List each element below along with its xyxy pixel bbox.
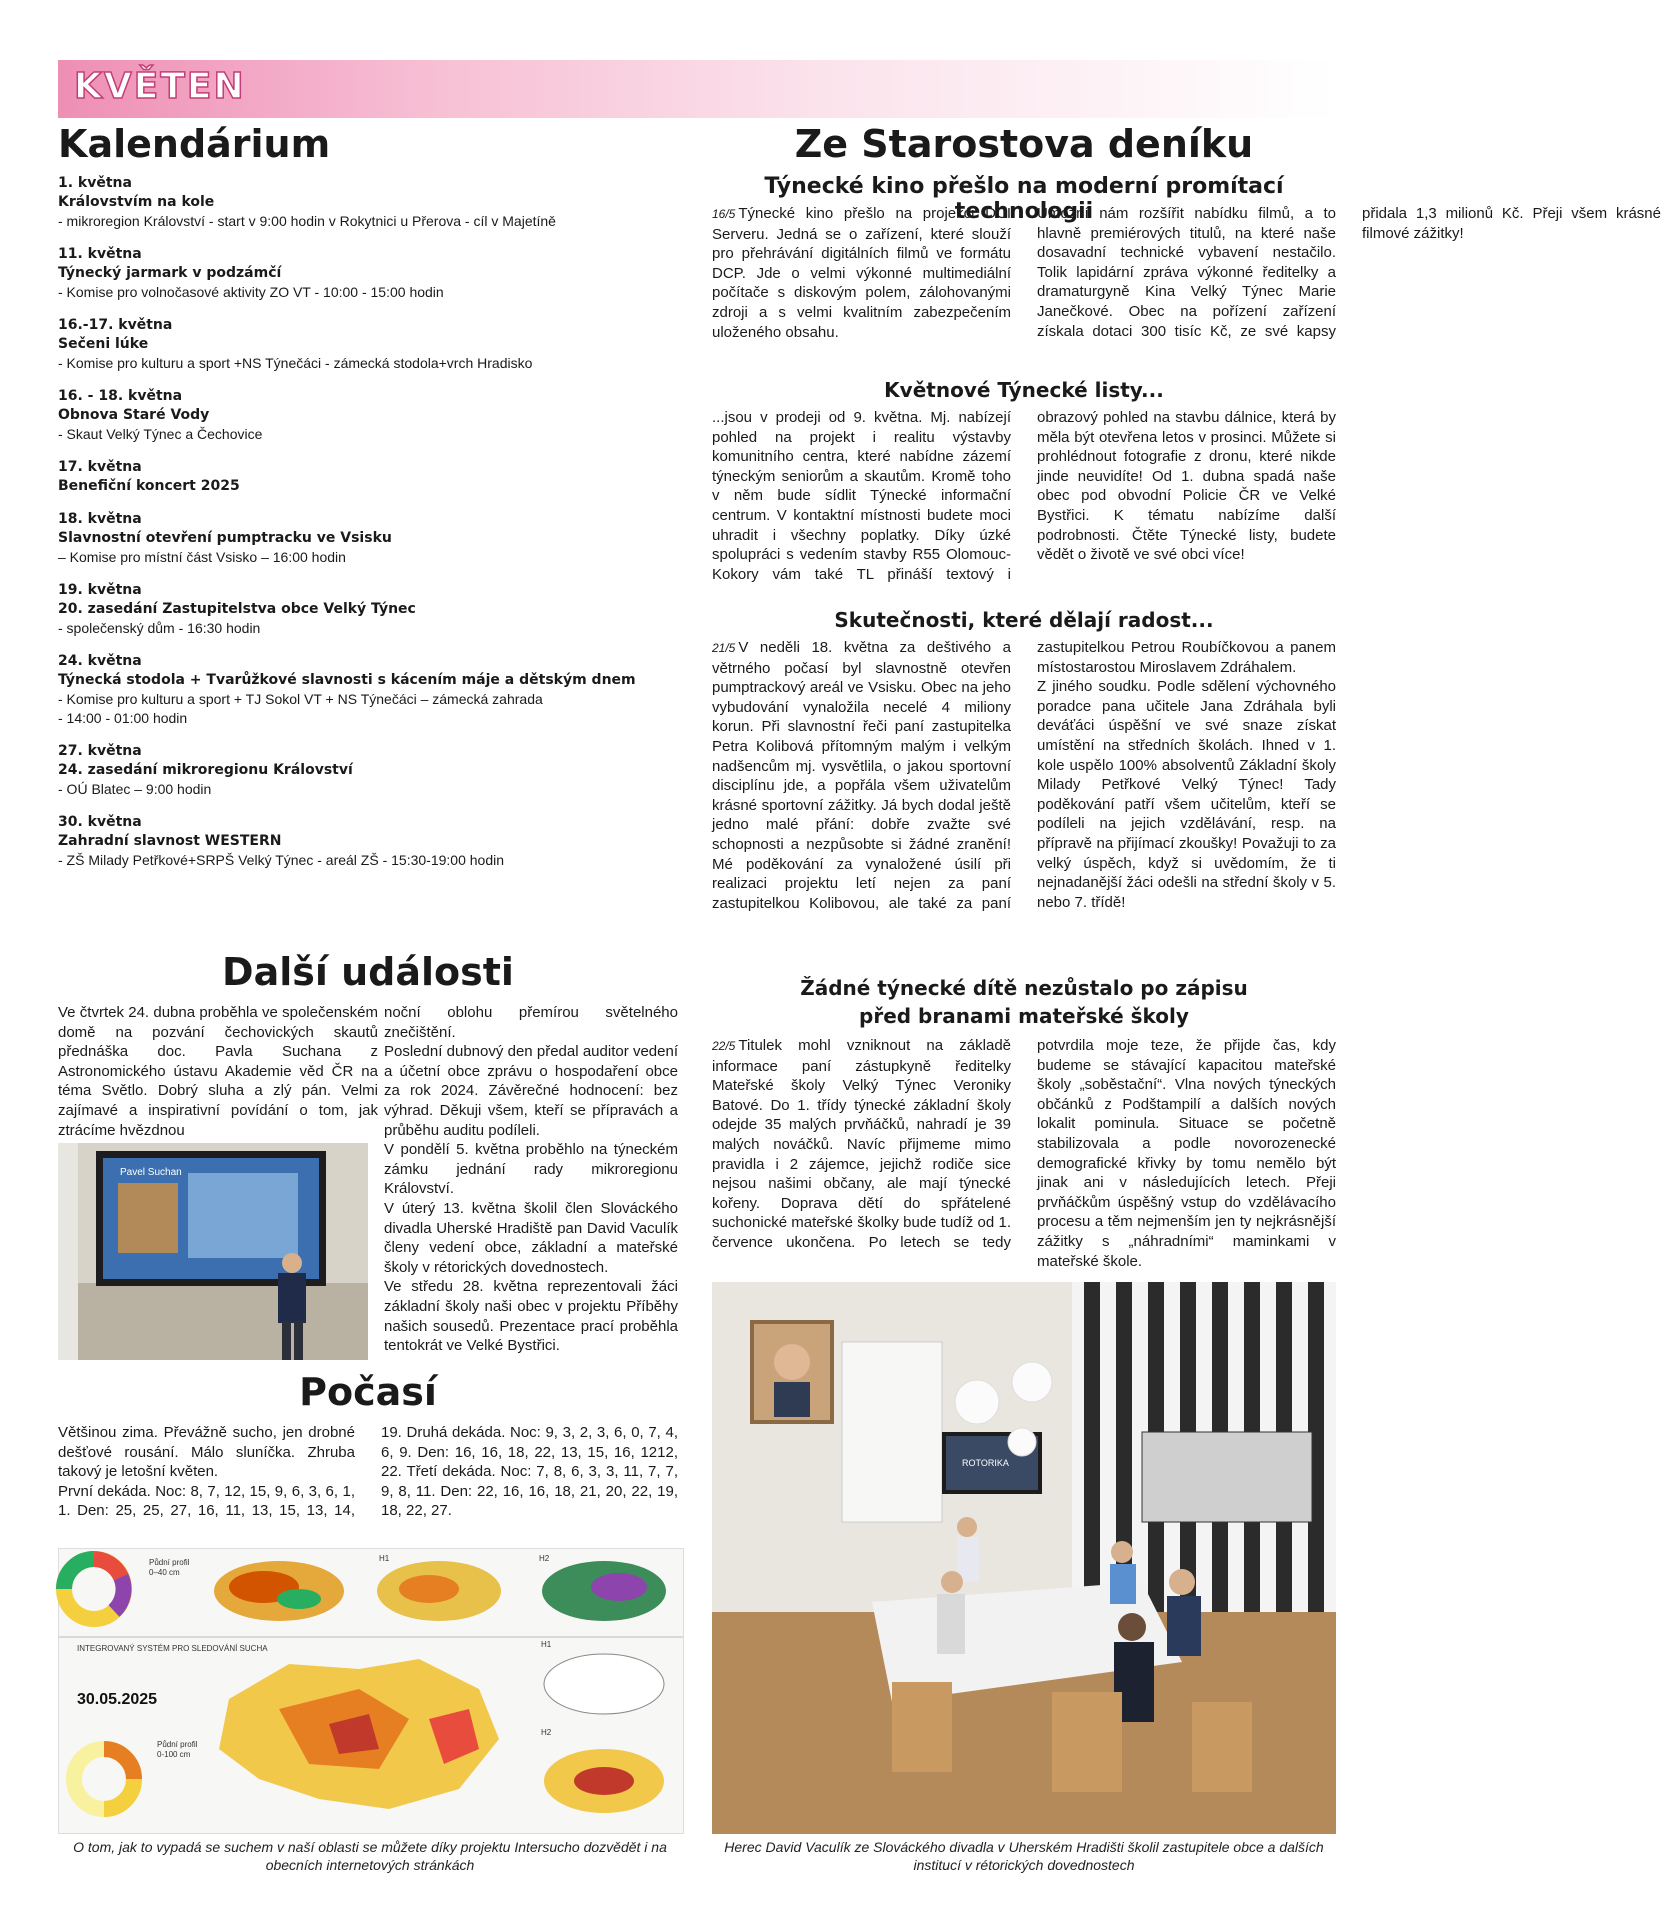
slide-title: Pavel Suchan (120, 1167, 182, 1178)
article-1-title: Týnecké kino přešlo na moderní promítací technologii (764, 174, 1284, 224)
calendar-item (58, 813, 678, 870)
meeting-photo-caption: Herec David Vaculík ze Slováckého divadla v Uherském Hradišti školil zastupitele obce a dalších institucí v rétorických dovednostech (724, 1839, 1324, 1873)
calendar-item-title: Benefiční koncert 2025 (58, 478, 240, 494)
calendar-item-date: 19. května (58, 582, 142, 598)
calendar-item-date: 17. května (58, 459, 142, 475)
calendar-item-title: Týnecký jarmark v podzámčí (58, 265, 282, 281)
calendar-item (58, 458, 678, 496)
calendar-item-desc: - ZŠ Milady Petřkové+SRPŠ Velký Týnec - areál ZŠ - 15:30-19:00 hodin (58, 852, 505, 868)
month-title: KVĚTEN (74, 66, 246, 107)
calendar-item-desc: - OÚ Blatec – 9:00 hodin (58, 781, 212, 797)
calendar-item-date: 27. května (58, 743, 142, 759)
svg-text:30.05.2025: 30.05.2025 (77, 1691, 158, 1708)
svg-text:H2: H2 (541, 1728, 552, 1737)
calendar-item-date: 16. - 18. května (58, 388, 183, 404)
calendar-item (58, 742, 678, 799)
month-banner (58, 60, 1336, 118)
other-events-text-b: noční oblohu přemírou světelného znečištění. Poslední dubnový den předal auditor vedení a účetní obce zprávu o hospodaření obce za rok 2024. Závěrečné hodnocení: bez výhrad. Děkuji všem, kteří se přípravách a průběhu auditu podíleli. V pondělí 5. května proběhlo na týneckém zámku jednání rady mikroregionu Království. V úterý 13. května školil člen Slováckého divadla Uherské Hradiště pan David Vaculík členy vedení obce, základní a mateřské školy v rétorických dovednostech. Ve středu 28. května reprezentovali žáci základní školy naši obec v projektu Příběhy našich sousedů. Prezentace prací proběhla tentokrát ve Velké Bystřici. (384, 1004, 678, 1355)
article-3-title: Skutečnosti, které dělají radost... (834, 608, 1214, 632)
drought-map (58, 1548, 684, 1834)
calendar-list (58, 174, 678, 884)
article-date: 22/5 (712, 1039, 736, 1053)
calendar-item-date: 18. května (58, 511, 142, 527)
article-date: 21/5 (712, 641, 736, 655)
other-events-text-a: Ve čtvrtek 24. dubna proběhla ve společenském domě na pozvání čechovických skautů přednáška doc. Pavla Suchana z Astronomického ústavu Akademie věd ČR na téma Světlo. Dobrý sluha a zlý pán. Velmi zajímavé a inspirativní povídání o tom, jak ztrácíme hvězdnou (58, 1004, 378, 1139)
svg-text:H1: H1 (379, 1554, 390, 1563)
calendar-item (58, 387, 678, 444)
svg-text:Půdní profil: Půdní profil (157, 1740, 198, 1749)
mayor-title: Ze Starostova deníku (794, 122, 1254, 166)
calendar-item-desc: - Skaut Velký Týnec a Čechovice (58, 426, 263, 442)
article-2-text: ...jsou v prodeji od 9. května. Mj. nabízejí pohled na projekt i realitu výstavby komunitního centra, které nabídne zázemí týneckým seniorům a skautům. Kromě toho v něm bude sídlit Týnecké informační centrum. V kontaktní místnosti budete moci uhradit i všechny poplatky. Díky úzké spolupráci s vedením stavby R55 Olomouc-Kokory vám také TL přináší textový i obrazový pohled na stavbu dálnice, která by měla být otevřena letos v prosinci. Můžete si prohlédnout fotografie z dronu, které nikde jinde neuvidíte! Od 1. dubna spadá naše obec pod obvodní Policie ČR ve Velké Bystřici. K tématu nabízíme další podrobnosti. Čtěte Týnecké listy, budete vědět o životě ve své obci více! (712, 409, 1336, 583)
svg-text:H2: H2 (539, 1554, 550, 1563)
article-3-text: 21/5 V neděli 18. května za deštivého a větrného počasí byl slavnostně otevřen pumptrackový areál ve Vsisku. Obec na jeho vybudování vynaložila necelé 4 miliony korun. Při slavnostní řeči paní zastupitelka Petra Kolibová přítomným malým i velkým nadšencům mj. vysvětlila, o jakou sportovní disciplínu jde, a popřála všem uživatelům krásné sportovní zážitky. Já bych dodal ještě jedno malé přání: dobře zvažte své schopnosti a nezpůsobte si žádné zranění! Mé poděkování za vynaložené úsilí při realizaci projektu letí nejen za paní zastupitelkou Kolibovou, ale také za paní zastupitelkou Petrou Roubíčkovou a panem místostarostou Miroslavem Zdráhalem. Z jiného soudku. Podle sdělení výchovného poradce pana učitele Jana Zdráhala byli deváťáci úspěšní ve své snaze získat umístění na středních školách. Ihned v 1. kole uspělo 100% absolventů Základní školy Milady Petřkové Velký Týnec! Tady poděkování patří všem učitelům, kteří se podíleli na jejich vzdělávání, resp. na přípravě na přijímací zkoušky! Považuji to za velký úspěch, když si uvědomím, že ti nejnadanější žáci odešli na střední školy v 5. nebo 7. třídě! (712, 639, 1336, 912)
calendar-item (58, 174, 678, 231)
calendar-item-desc: - Komise pro kulturu a sport + TJ Sokol VT + NS Týnečáci – zámecká zahrada (58, 691, 543, 707)
svg-text:0–40 cm: 0–40 cm (149, 1568, 180, 1577)
calendar-item-date: 16.-17. května (58, 317, 173, 333)
svg-text:H1: H1 (541, 1640, 552, 1649)
calendar-item-title: Zahradní slavnost WESTERN (58, 833, 282, 849)
other-events-title: Další události (222, 950, 514, 994)
calendar-item-desc: - Komise pro kulturu a sport +NS Týnečáci - zámecká stodola+vrch Hradisko (58, 355, 533, 371)
svg-text:Půdní profil: Půdní profil (149, 1558, 190, 1567)
weather-text: Většinou zima. Převážně sucho, jen drobné dešťové rousání. Málo sluníčka. Zhruba takový je letošní květen. První dekáda. Noc: 8, 7, 12, 15, 9, 6, 3, 6, 1, 1. Den: 25, 25, 27, 16, 11, 13, 15, 13, 14, 19. Druhá dekáda. Noc: 9, 3, 2, 3, 6, 0, 7, 4, 6, 9. Den: 16, 16, 18, 22, 13, 15, 16, 1212, 22. Třetí dekáda. Noc: 7, 8, 6, 3, 3, 11, 7, 7, 9, 8, 11. Den: 22, 16, 16, 18, 21, 20, 22, 19, 18, 22, 27. (58, 1424, 678, 1520)
svg-text:INTEGROVANÝ SYSTÉM PRO SLEDOVÁ: INTEGROVANÝ SYSTÉM PRO SLEDOVÁNÍ SUCHA (77, 1644, 268, 1653)
calendar-item-title: Týnecká stodola + Tvarůžkové slavnosti s kácením máje a dětským dnem (58, 672, 636, 688)
article-1-text: 16/5 Týnecké kino přešlo na projekci DCI Serveru. Jedná se o zařízení, které slouží pro přehrávání digitálních filmů ve formátu DCP. Jde o velmi výkonné multimediální počítače s diskovým polem, zálohovanými zdroji a s velmi kvalitním zabezpečením uloženého obsahu. Umožní nám rozšířit nabídku filmů, a to hlavně premiérových titulů, na které naše dosavadní technické vybavení nestačilo. Tolik lapidární zpráva výkonné ředitelky a dramaturgyně Kina Velký Týnec Marie Janečkové. Obec na pořízení zařízení získala dotaci 300 tisíc Kč, ze své kapsy přidala 1,3 milionů Kč. Přeji všem krásné filmové zážitky! (712, 205, 1661, 341)
calendar-item-date: 1. května (58, 175, 132, 191)
calendar-item (58, 316, 678, 373)
article-4-title: Žádné týnecké dítě nezůstalo po zápisu před branami mateřské školy (800, 976, 1248, 1028)
calendar-item-desc: - společenský dům - 16:30 hodin (58, 620, 261, 636)
lecture-photo (58, 1143, 368, 1360)
calendar-item-title: Sečeni lúke (58, 336, 149, 352)
calendar-item (58, 581, 678, 638)
calendar-item-desc: - 14:00 - 01:00 hodin (58, 710, 188, 726)
weather-title: Počasí (299, 1370, 437, 1414)
calendar-item-desc: - mikroregion Království - start v 9:00 hodin v Rokytnici u Přerova - cíl v Majetíně (58, 213, 556, 229)
calendar-item-title: Královstvím na kole (58, 194, 215, 210)
article-2-title: Květnové Týnecké listy... (884, 378, 1164, 402)
calendar-item-title: 24. zasedání mikroregionu Království (58, 762, 353, 778)
calendar-item-date: 11. května (58, 246, 142, 262)
calendar-title: Kalendárium (58, 122, 331, 166)
calendar-item-title: Obnova Staré Vody (58, 407, 210, 423)
calendar-item-desc: – Komise pro místní část Vsisko – 16:00 hodin (58, 549, 346, 565)
screen-text: ROTORIKA (962, 1458, 1009, 1468)
drought-caption: O tom, jak to vypadá se suchem v naší oblasti se můžete díky projektu Intersucho dozvědět i na obecních internetových stránkách (73, 1839, 667, 1873)
calendar-item (58, 652, 678, 728)
calendar-item (58, 245, 678, 302)
calendar-item-title: Slavnostní otevření pumptracku ve Vsisku (58, 530, 392, 546)
calendar-item (58, 510, 678, 567)
svg-text:0-100 cm: 0-100 cm (157, 1750, 191, 1759)
article-date: 16/5 (712, 207, 736, 221)
calendar-item-title: 20. zasedání Zastupitelstva obce Velký Týnec (58, 601, 416, 617)
calendar-item-date: 24. května (58, 653, 142, 669)
calendar-item-date: 30. května (58, 814, 142, 830)
meeting-photo (712, 1282, 1336, 1834)
calendar-item-desc: - Komise pro volnočasové aktivity ZO VT - 10:00 - 15:00 hodin (58, 284, 444, 300)
article-4-text: 22/5 Titulek mohl vzniknout na základě informace paní zástupkyně ředitelky Mateřské školy Velký Týnec Veroniky Batové. Do 1. třídy týnecké základní školy odejde 35 malých prvňáčků, nahradí je 39 malých nováčků. Navíc přijmeme mimo pravidla i 2 zájemce, jejichž rodiče sice nejsou našimi občany, ale mají týnecké kořeny. Doprava dětí do spřátelené suchonické mateřské školky bude tudíž od 1. července ukončena. Po letech se tedy potvrdila moje teze, že přijde čas, kdy budeme se stávající kapacitou mateřské školy „soběstační“. Vlna nových týneckých občánků z Podštampilí a dalších nových lokalit pominula. Situace se početně stabilizovala a podle novorozenecké demografické křivky by tomu nemělo být jinak ani v následujících letech. Přeji prvňáčkům úspěšný vstup do vzdělávacího procesu a těm nejmenším jen ty nejkrásnější zážitky s „náhradními“ maminkami v mateřské škole. (712, 1037, 1336, 1270)
